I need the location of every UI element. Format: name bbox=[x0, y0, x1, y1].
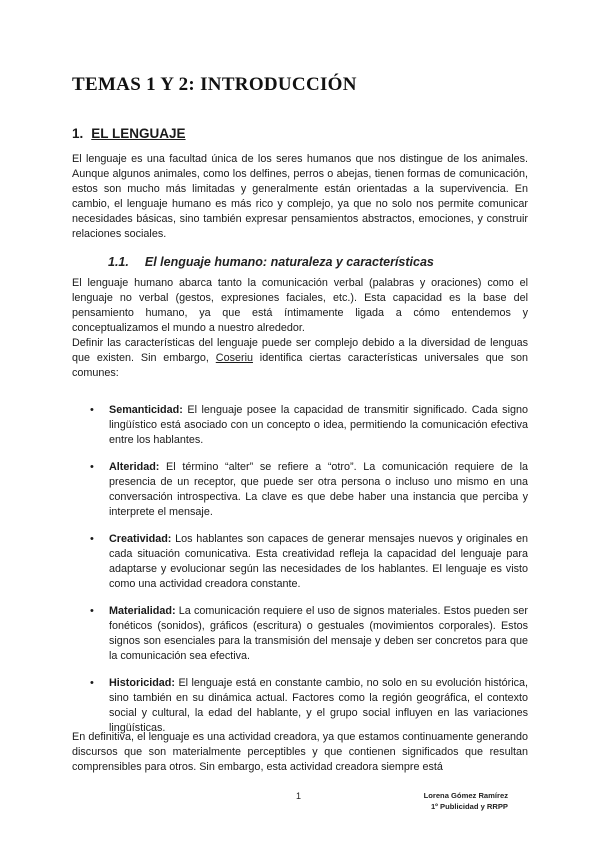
term-description: El lenguaje posee la capacidad de transmitir significado. Cada signo lingüístico está asociado con un concepto o idea, permitiendo la comunicación efectiva entre los hablantes. bbox=[109, 404, 528, 446]
author-name: Lorena Gómez Ramírez bbox=[423, 791, 508, 800]
paragraph-characteristics-intro bbox=[72, 336, 528, 381]
section-heading bbox=[72, 126, 186, 141]
bullet-icon: • bbox=[90, 533, 94, 545]
page-title: TEMAS 1 Y 2: INTRODUCCIÓN bbox=[72, 74, 357, 95]
intro-paragraph: El lenguaje es una facultad única de los seres humanos que nos distingue de los animales. Aunque algunos animales, como los delfines, perros o abejas, tienen formas de comunicación, estos son mucho más limitadas y generalmente están orientadas a la supervivencia. En cambio, el lenguaje humano es más rico y complejo, ya que no solo nos permite comunicar necesidades básicas, sino también expresar pensamientos abstractos, emociones, y construir relaciones sociales. bbox=[72, 153, 528, 240]
bullet-icon: • bbox=[90, 605, 94, 617]
bullet-icon: • bbox=[90, 461, 94, 473]
subsection-title: El lenguaje humano: naturaleza y características bbox=[144, 255, 434, 269]
term-label: Materialidad: bbox=[109, 605, 176, 617]
term-label: Semanticidad: bbox=[109, 404, 183, 416]
paragraph-nature: El lenguaje humano abarca tanto la comunicación verbal (palabras y oraciones) como el lenguaje no verbal (gestos, expresiones faciales, etc.). Esta capacidad es la base del pensamiento humano, ya que está íntimamente ligada a cómo entendemos y conceptualizamos el mundo a nuestro alrededor. bbox=[72, 277, 528, 334]
course-name: 1º Publicidad y RRPP bbox=[430, 802, 508, 811]
bullet-icon: • bbox=[90, 404, 94, 416]
term-label: Historicidad: bbox=[109, 677, 175, 689]
term-description: El lenguaje está en constante cambio, no solo en su evolución histórica, sino también en su dinámica actual. Factores como la región geográfica, el contexto social y cultural, la edad del hablante, y el grupo social influyen en las variaciones lingüísticas. bbox=[109, 677, 528, 734]
paragraph-text-before: Definir las características del lenguaje puede ser complejo debido a la diversidad de lenguas que existen. Sin embargo, bbox=[72, 337, 528, 364]
term-label: Creatividad: bbox=[109, 533, 172, 545]
section-title: EL LENGUAJE bbox=[91, 126, 186, 141]
subsection-heading bbox=[108, 255, 434, 269]
term-label: Alteridad: bbox=[109, 461, 160, 473]
list-item bbox=[72, 532, 528, 592]
section-number: 1. bbox=[72, 126, 84, 141]
list-item bbox=[72, 604, 528, 664]
closing-paragraph: En definitiva, el lenguaje es una actividad creadora, ya que estamos continuamente generando discursos que son materialmente perceptibles y que contienen significados que resultan comprensibles para otros. Sin embargo, esta actividad creadora siempre está bbox=[72, 731, 528, 773]
subsection-number: 1.1. bbox=[108, 255, 129, 269]
list-item bbox=[72, 460, 528, 520]
coseriu-link[interactable]: Coseriu bbox=[215, 352, 253, 364]
list-item bbox=[72, 403, 528, 448]
footer-author-block bbox=[424, 790, 508, 812]
characteristics-list bbox=[72, 403, 528, 748]
term-description: El término “alter” se refiere a “otro”. La comunicación requiere de la presencia de un receptor, que puede ser otra persona o incluso uno mismo en una conversación introspectiva. La clave es que debe haber una instancia que perciba y interprete el mensaje. bbox=[109, 461, 528, 518]
paragraph-text-after: identifica ciertas características universales que son comunes: bbox=[72, 352, 528, 379]
page-number: 1 bbox=[296, 791, 302, 801]
term-description: La comunicación requiere el uso de signos materiales. Estos pueden ser fonéticos (sonidos), gráficos (escritura) o gestuales (movimientos corporales). Estos signos son esenciales para la transmisión del mensaje y deben ser concretos para que la comunicación sea efectiva. bbox=[109, 605, 528, 662]
term-description: Los hablantes son capaces de generar mensajes nuevos y originales en cada situación comunicativa. Esta creatividad refleja la capacidad del lenguaje para adaptarse y evolucionar según las necesidades de los hablantes. El lenguaje es visto como una actividad creadora constante. bbox=[109, 533, 528, 590]
list-item bbox=[72, 676, 528, 736]
bullet-icon: • bbox=[90, 677, 94, 689]
